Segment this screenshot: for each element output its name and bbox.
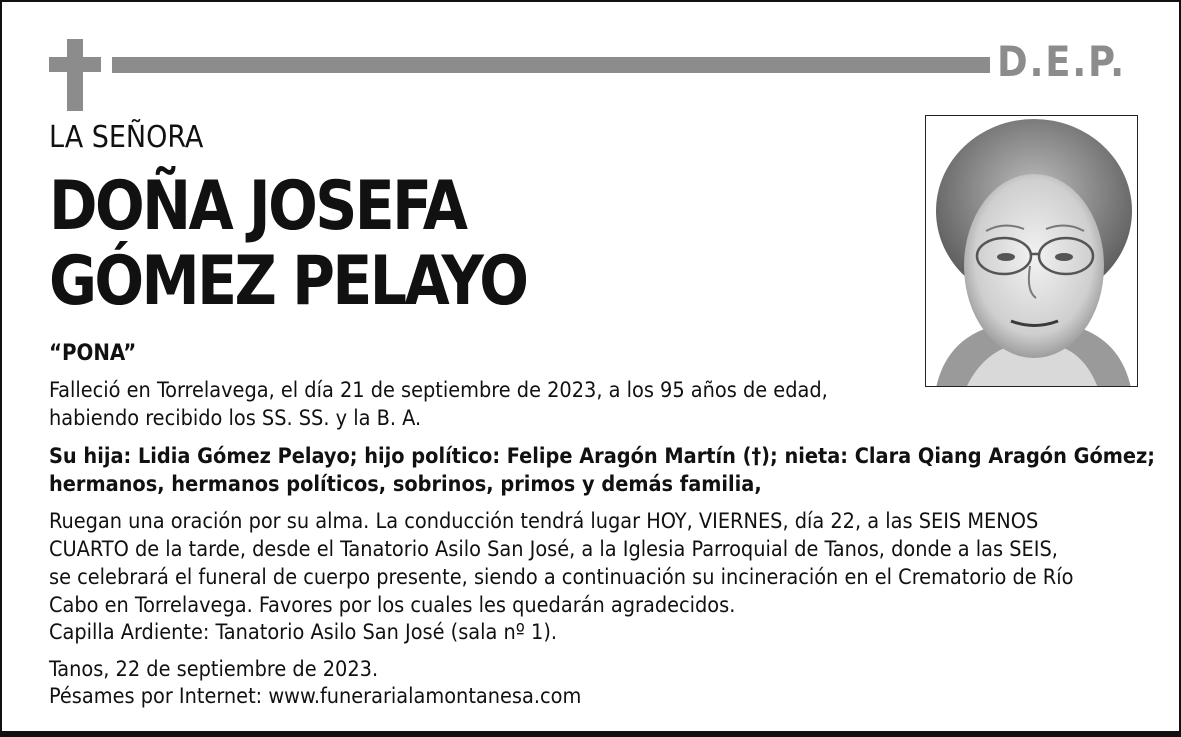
family-line1: Su hija: Lidia Gómez Pelayo; hijo político: Felipe Aragón Martín (†); nieta: Clara Qiang Aragón Gómez; [49, 444, 1156, 469]
place-date: Tanos, 22 de septiembre de 2023. [49, 657, 379, 682]
portrait-photo [925, 115, 1138, 387]
service-line2: CUARTO de la tarde, desde el Tanatorio Asilo San José, a la Iglesia Parroquial de Tanos, donde a las SEIS, [49, 537, 1058, 562]
portrait-image [926, 116, 1138, 387]
family-line2: hermanos, hermanos políticos, sobrinos, primos y demás familia, [49, 472, 762, 497]
honorific-prefix: LA SEÑORA [49, 120, 204, 155]
deceased-name-line2: GÓMEZ PELAYO [49, 242, 527, 321]
death-info-line1: Falleció en Torrelavega, el día 21 de septiembre de 2023, a los 95 años de edad, [49, 378, 828, 403]
condolences-website: Pésames por Internet: www.funerarialamontanesa.com [49, 684, 582, 709]
deceased-name-line1: DOÑA JOSEFA [49, 167, 466, 246]
service-line4: Cabo en Torrelavega. Favores por los cuales les quedarán agradecidos. [49, 593, 736, 618]
death-info-line2: habiendo recibido los SS. SS. y la B. A. [49, 406, 422, 431]
service-line1: Ruegan una oración por su alma. La conducción tendrá lugar HOY, VIERNES, día 22, a las SEIS MENOS [49, 509, 1039, 534]
cross-icon [49, 39, 101, 111]
service-line3: se celebrará el funeral de cuerpo presente, siendo a continuación su incineración en el Crematorio de Río [49, 565, 1074, 590]
header-rule [112, 57, 990, 73]
dep-label: D.E.P. [997, 37, 1126, 86]
chapel-info: Capilla Ardiente: Tanatorio Asilo San José (sala nº 1). [49, 620, 558, 645]
nickname: “PONA” [49, 341, 137, 366]
